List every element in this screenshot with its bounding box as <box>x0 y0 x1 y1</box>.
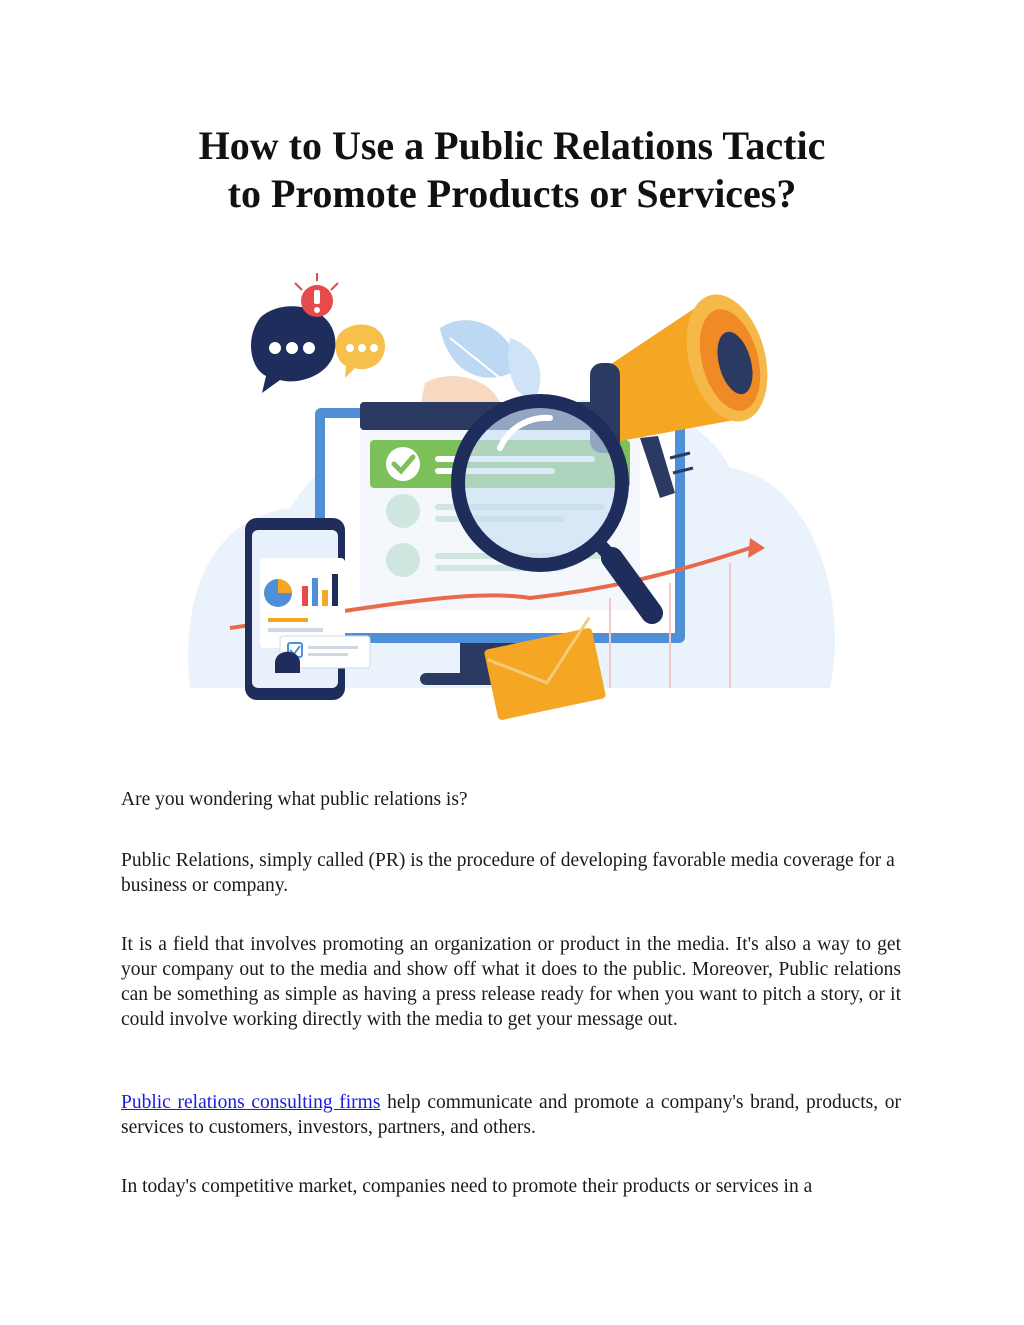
pr-consulting-firms-link[interactable]: Public relations consulting firms <box>121 1092 381 1113</box>
paragraph-intro-question: Are you wondering what public relations is? <box>121 789 468 810</box>
hero-illustration <box>170 268 850 736</box>
paragraph-pr-firms <box>121 1090 901 1140</box>
checkmark-icon <box>386 447 420 481</box>
pr-illustration <box>170 268 850 736</box>
page-title-line-1: How to Use a Public Relations Tactic <box>198 123 826 168</box>
chat-bubble-icon <box>251 306 385 393</box>
pie-chart-icon <box>264 579 292 607</box>
paragraph-pr-definition: Public Relations, simply called (PR) is the procedure of developing favorable media coverage for a business or company. <box>121 850 895 896</box>
page-title <box>0 122 1024 218</box>
paragraph-pr-field: It is a field that involves promoting an organization or product in the media. It's also a way to get your company out to the media and show off what it does to the public. Moreover, Public relations can be something as simple as having a press release ready for when you want to pitch a story, or it could involve working directly with the media to get your message out. <box>121 934 901 1030</box>
paragraph-pr-firms-text: help communicate and promote a company's brand, products, or services to customers, investors, partners, and others. <box>121 1092 901 1138</box>
page-title-line-2: to Promote Products or Services? <box>227 171 797 216</box>
paragraph-competitive-market: In today's competitive market, companies need to promote their products or services in a <box>121 1176 813 1197</box>
